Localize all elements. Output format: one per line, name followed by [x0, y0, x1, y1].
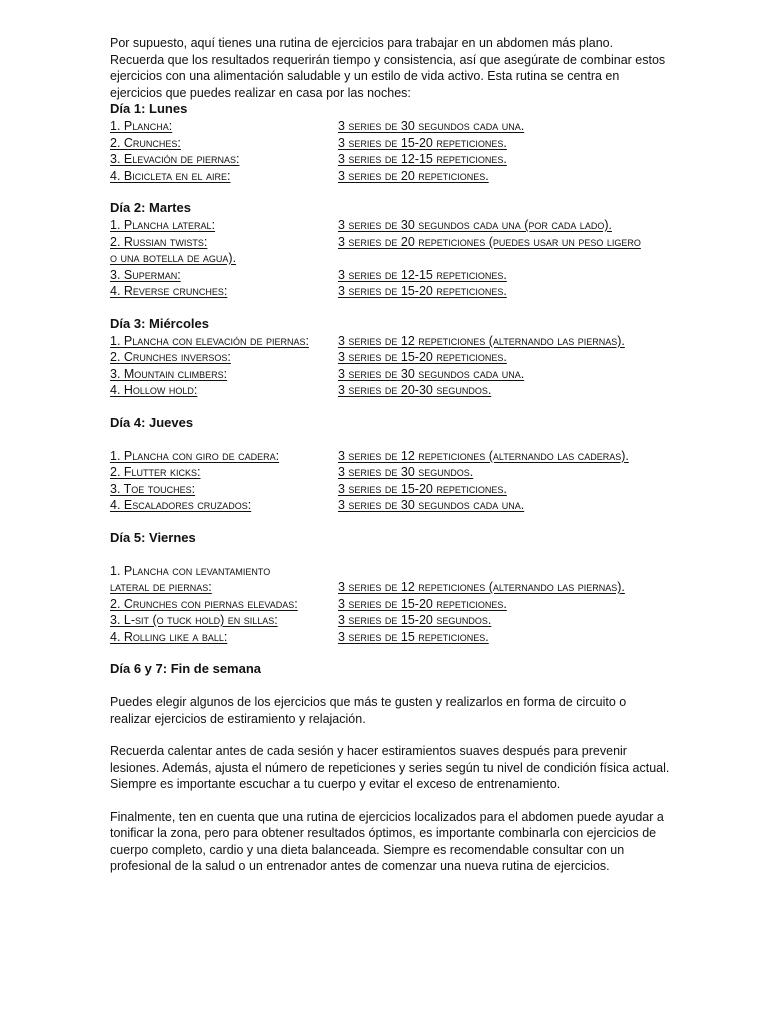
exercise-detail: 3 series de 12-15 repeticiones.: [338, 152, 507, 166]
exercise-detail: 3 series de 30 segundos cada una.: [338, 119, 525, 133]
exercise-name: 3. Elevación de piernas:: [110, 152, 240, 166]
exercise-name: 4. Bicicleta en el aire:: [110, 168, 231, 183]
exercise-row: [110, 135, 670, 152]
exercise-name: 1. Plancha con levantamiento: [110, 563, 271, 578]
exercise-row: [110, 464, 670, 481]
exercise-row: [110, 151, 670, 168]
exercise-detail: 3 series de 15-20 repeticiones.: [338, 350, 507, 364]
exercise-detail: 3 series de 12 repeticiones (alternando las piernas).: [338, 333, 625, 348]
exercise-row: [110, 217, 670, 234]
exercise-row: [110, 497, 670, 514]
exercise-name: 3. Toe touches:: [110, 481, 196, 496]
warmup-paragraph: Recuerda calentar antes de cada sesión y hacer estiramientos suaves después para prevenir lesiones. Además, ajusta el número de repeticiones y series según tu nivel de condición física actual. Siempre es importante escuchar a tu cuerpo y evitar el exceso de entrenamiento.: [110, 744, 670, 791]
exercise-row: [110, 168, 670, 185]
exercise-detail: 3 series de 15-20 repeticiones.: [338, 596, 507, 611]
exercise-name: 4. Reverse crunches:: [110, 284, 228, 298]
exercise-name: 3. L-sit (o tuck hold) en sillas:: [110, 613, 278, 627]
exercise-detail: 3 series de 20-30 segundos.: [338, 383, 492, 397]
day-3-heading: Día 3: Miércoles: [110, 315, 209, 331]
exercise-name: 2. Crunches con piernas elevadas:: [110, 596, 298, 611]
exercise-detail: 3 series de 30 segundos cada una.: [338, 498, 525, 512]
day-4-section: [110, 415, 670, 514]
exercise-name: 4. Escaladores cruzados:: [110, 498, 252, 512]
exercise-name-line2: lateral de piernas:: [110, 580, 212, 594]
weekend-heading: Día 6 y 7: Fin de semana: [110, 661, 262, 676]
exercise-name: 2. Russian twists:: [110, 234, 208, 249]
exercise-detail-continuation: o una botella de agua).: [110, 251, 237, 265]
day-2-section: [110, 200, 670, 300]
exercise-name: 4. Rolling like a ball:: [110, 629, 228, 644]
exercise-name: 3. Mountain climbers:: [110, 366, 228, 381]
exercise-row: [110, 234, 670, 267]
document-page: [110, 35, 670, 891]
day-2-heading: Día 2: Martes: [110, 200, 191, 215]
exercise-name: 4. Hollow hold:: [110, 383, 198, 397]
exercise-row: [110, 283, 670, 300]
exercise-row: [110, 349, 670, 366]
exercise-detail: 3 series de 15-20 repeticiones.: [338, 481, 507, 496]
day-5-heading: Día 5: Viernes: [110, 529, 196, 545]
weekend-paragraph: Puedes elegir algunos de los ejercicios que más te gusten y realizarlos en forma de circuito o realizar ejercicios de estiramiento y relajación.: [110, 695, 627, 726]
exercise-name: 2. Flutter kicks:: [110, 465, 201, 479]
exercise-row: [110, 481, 670, 498]
closing-paragraph: Finalmente, ten en cuenta que una rutina de ejercicios localizados para el abdomen puede ayudar a tonificar la zona, pero para obtener resultados óptimos, es importante combinarla con ejercicios de cuerpo completo, cardio y una dieta balanceada. Siempre es recomendable consultar con un profesional de la salud o un entrenador antes de comenzar una nueva rutina de ejercicios.: [110, 809, 664, 873]
intro-paragraph: Por supuesto, aquí tienes una rutina de ejercicios para trabajar en un abdomen más plano. Recuerda que los resultados requerirán tiempo y consistencia, así que asegúrate de combinar estos ejercicios con una alimentación saludable y un estilo de vida activo. Esta rutina se centra en ejercicios que puedes realizar en casa por las noches:: [110, 36, 666, 100]
exercise-detail: 3 series de 20 repeticiones.: [338, 168, 489, 183]
exercise-row: [110, 563, 670, 596]
exercise-name: 2. Crunches inversos:: [110, 350, 231, 364]
day-3-section: [110, 316, 670, 399]
day-5-section: [110, 530, 670, 646]
exercise-row: [110, 382, 670, 399]
exercise-name: 2. Crunches:: [110, 135, 181, 150]
exercise-detail: 3 series de 12 repeticiones (alternando las piernas).: [338, 580, 625, 594]
exercise-name: 3. Superman:: [110, 267, 181, 282]
exercise-row: [110, 448, 670, 465]
exercise-row: [110, 366, 670, 383]
exercise-row: [110, 612, 670, 629]
exercise-row: [110, 333, 670, 350]
exercise-row: [110, 118, 670, 135]
exercise-row: [110, 629, 670, 646]
exercise-detail: 3 series de 12 repeticiones (alternando las caderas).: [338, 448, 629, 463]
day-4-heading: Día 4: Jueves: [110, 414, 194, 430]
day-1-section: [110, 101, 670, 184]
exercise-name: 1. Plancha:: [110, 119, 173, 133]
exercise-name: 1. Plancha con giro de cadera:: [110, 448, 280, 463]
exercise-name: 1. Plancha lateral:: [110, 218, 216, 232]
day-1-heading: Día 1: Lunes: [110, 101, 188, 116]
exercise-detail: 3 series de 20 repeticiones (puedes usar un peso ligero: [338, 234, 641, 249]
exercise-row: [110, 267, 670, 284]
exercise-name: 1. Plancha con elevación de piernas:: [110, 333, 309, 348]
exercise-detail: 3 series de 30 segundos cada una.: [338, 366, 525, 381]
exercise-detail: 3 series de 30 segundos cada una (por cada lado).: [338, 218, 612, 232]
exercise-detail: 3 series de 15 repeticiones.: [338, 629, 489, 644]
exercise-detail: 3 series de 15-20 repeticiones.: [338, 284, 507, 298]
exercise-row: [110, 596, 670, 613]
exercise-detail: 3 series de 15-20 segundos.: [338, 613, 492, 627]
exercise-detail: 3 series de 12-15 repeticiones.: [338, 267, 507, 282]
exercise-detail: 3 series de 15-20 repeticiones.: [338, 135, 507, 150]
exercise-detail: 3 series de 30 segundos.: [338, 465, 474, 479]
